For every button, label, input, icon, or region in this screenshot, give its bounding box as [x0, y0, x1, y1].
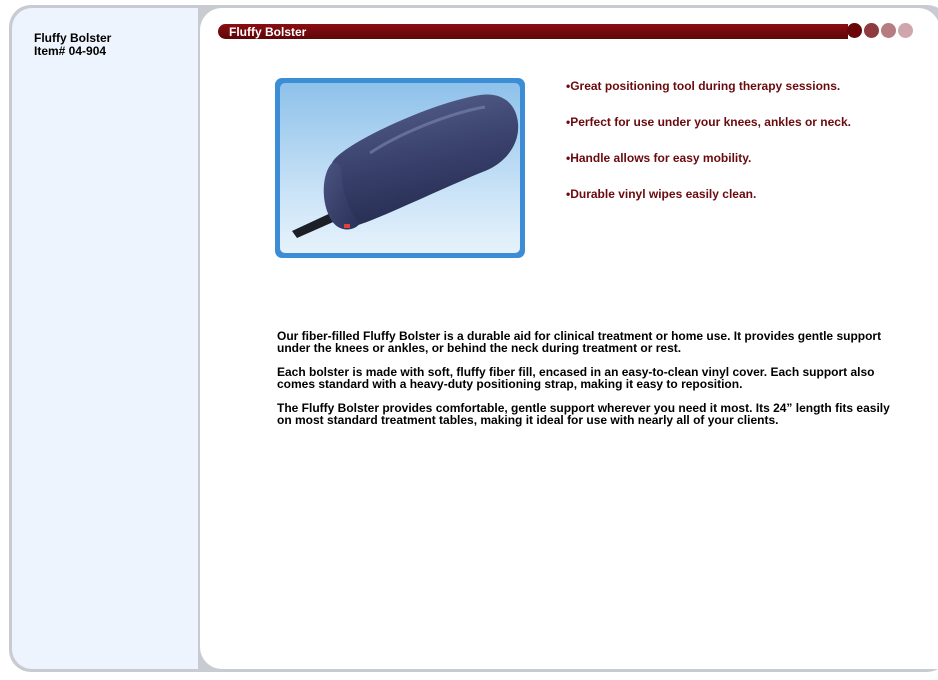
description-paragraph: Our fiber-filled Fluffy Bolster is a durable aid for clinical treatment or home use. It provides gentle support under the knees or ankles, or behind the neck during treatment or rest. [277, 329, 882, 355]
feature-item: •Perfect for use under your knees, ankles or neck. [566, 115, 851, 129]
header-dot-3 [881, 23, 896, 38]
feature-item: •Handle allows for easy mobility. [566, 151, 752, 165]
header-bar [218, 24, 848, 39]
header-dot-1 [847, 23, 862, 38]
sidebar-item-number: Item# 04-904 [34, 44, 107, 58]
header-dot-4 [898, 23, 913, 38]
bolster-icon [280, 83, 520, 253]
header-dot-2 [864, 23, 879, 38]
feature-item: •Great positioning tool during therapy sessions. [566, 79, 841, 93]
page-title: Fluffy Bolster [229, 25, 307, 39]
sidebar-product-name: Fluffy Bolster [34, 31, 112, 45]
product-image-frame [275, 78, 525, 258]
description-paragraph: Each bolster is made with soft, fluffy fiber fill, encased in an easy-to-clean vinyl cover. Each support also comes standard with a heavy-duty positioning strap, making it easy to reposition. [277, 365, 875, 391]
feature-item: •Durable vinyl wipes easily clean. [566, 187, 757, 201]
product-description [277, 330, 897, 438]
sidebar-product-info [34, 32, 111, 58]
product-image [280, 83, 520, 253]
sidebar [12, 8, 198, 669]
description-paragraph: The Fluffy Bolster provides comfortable, gentle support wherever you need it most. Its 24” length fits easily on most standard treatment tables, making it ideal for use with nearly all of your clients. [277, 401, 890, 427]
